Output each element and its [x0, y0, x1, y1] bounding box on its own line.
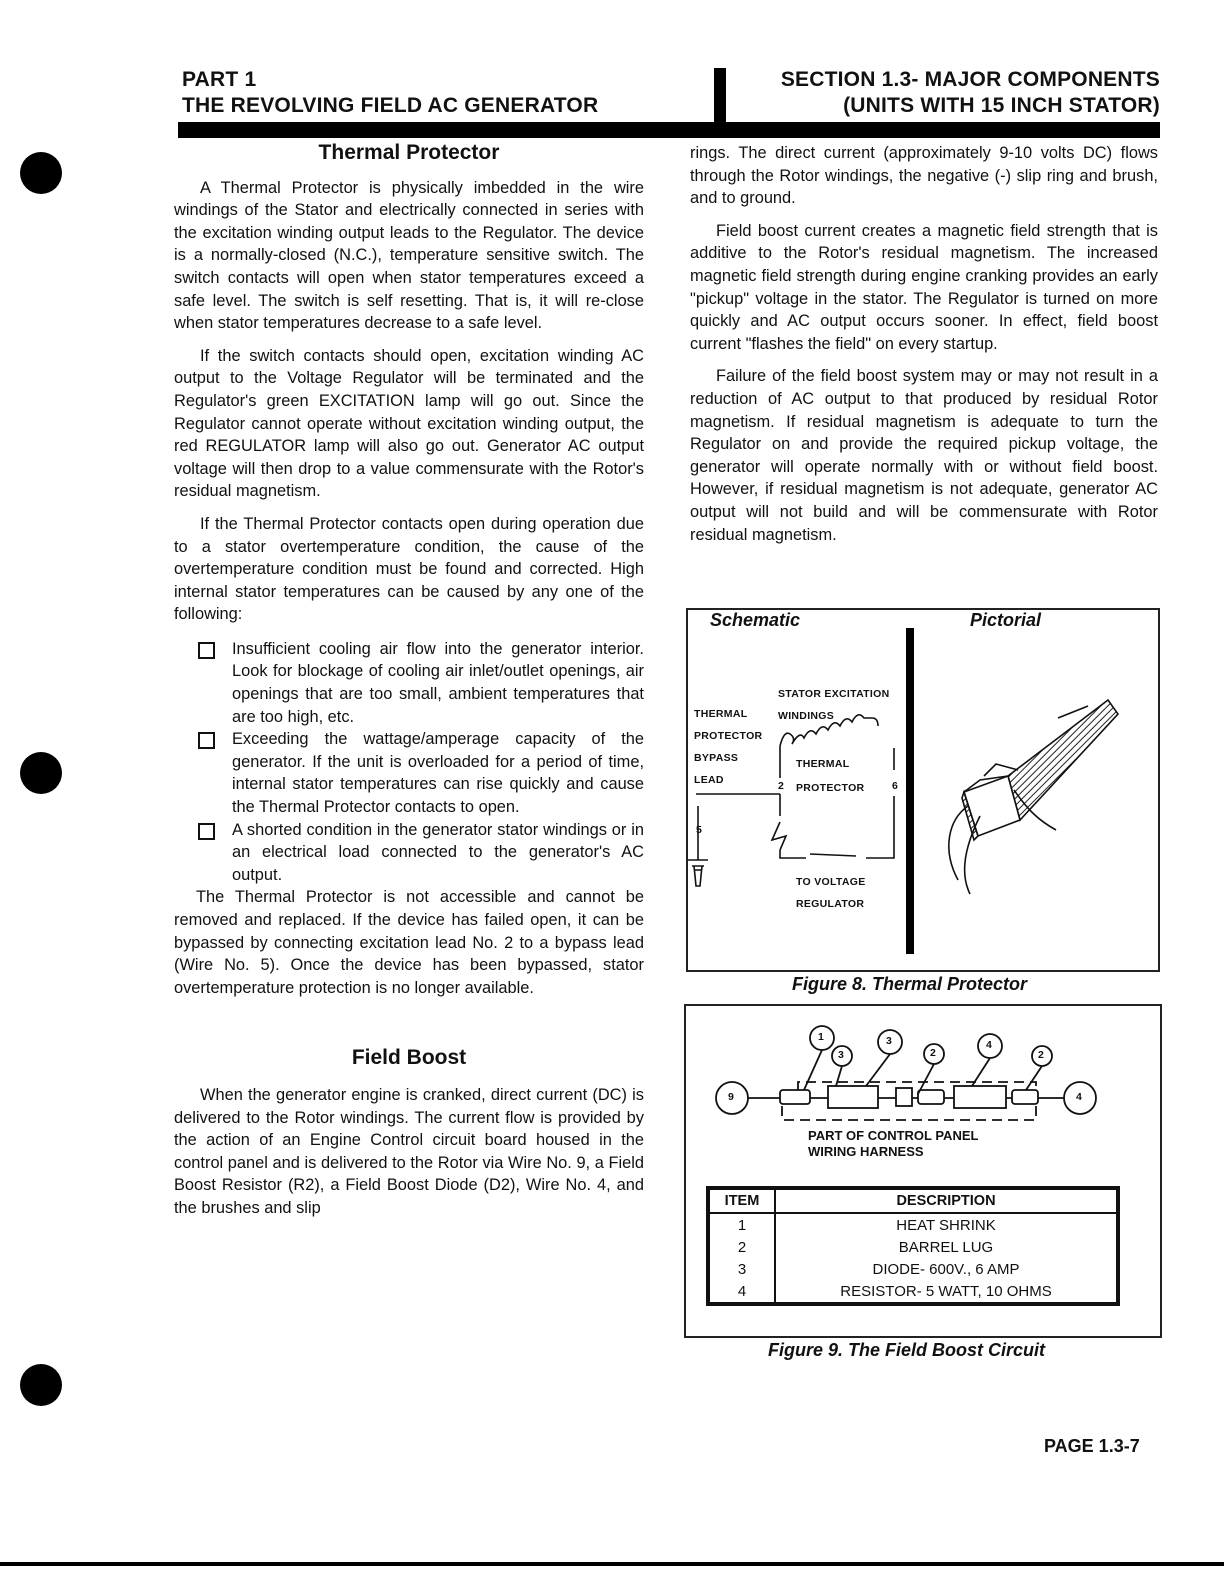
punch-hole	[20, 752, 62, 794]
fieldboost-paragraph: Failure of the field boost system may or may not result in a reduction of AC output to that produced by residual Rotor magnetism. If residual magnetism is adequate to turn the Regulator on and provide the required pickup voltage, the generator will operate normally with or without field boost. However, if residual magnetism is not adequate, generator AC output will not build and will be commensurate with Rotor residual magnetism.	[690, 367, 1158, 544]
lead-label: LEAD	[694, 774, 724, 786]
fieldboost-heading: Field Boost	[351, 1046, 467, 1070]
schematic-label: Schematic	[710, 610, 801, 630]
figure-9-caption: Figure 9. The Field Boost Circuit	[768, 1340, 1046, 1360]
checkbox-icon	[198, 823, 215, 840]
table-row	[708, 1258, 1118, 1280]
thermal-paragraph: A Thermal Protector is physically imbedded in the wire windings of the Stator and electrically connected in series with the excitation winding output leads to the Regulator. The device is a normally-closed (N.C.), temperature sensitive switch. The switch contacts will open when stator temperatures exceed a safe level. The switch is self resetting. That is, it will re-close when stator temperatures decrease to a safe level.	[174, 178, 644, 333]
bypass-label: BYPASS	[694, 752, 739, 764]
thermal-paragraph: If the Thermal Protector contacts open during operation due to a stator overtemperature condition, the cause of the overtemperature condition must be found and corrected. High internal stator temperatures can be caused by any one of the following:	[174, 514, 644, 624]
thermal-label-2: THERMAL	[796, 758, 850, 770]
pictorial-drawing	[928, 680, 1154, 910]
harness-label-2: WIRING HARNESS	[808, 1144, 924, 1159]
list-item: Exceeding the wattage/amperage capacity of the generator. If the unit is overloaded for a period of time, internal stator temperatures can rise quickly and cause the Thermal Protector contacts to open.	[174, 728, 644, 818]
checkbox-icon	[198, 732, 215, 749]
fieldboost-paragraph: When the generator engine is cranked, direct current (DC) is delivered to the Rotor windings. The current flow is provided by the action of an Engine Control circuit board housed in the control panel and is delivered to the Rotor via Wire No. 9, a Field Boost Resistor (R2), a Field Boost Diode (D2), Wire No. 4, and the brushes and slip	[174, 1085, 644, 1217]
wire-6-label: 6	[892, 780, 899, 792]
column-header-item: ITEM	[708, 1188, 775, 1213]
protector-label: PROTECTOR	[694, 730, 763, 742]
regulator-label: REGULATOR	[796, 898, 865, 910]
punch-hole	[20, 1364, 62, 1406]
callout-4: 4	[986, 1039, 993, 1051]
part-title: THE REVOLVING FIELD AC GENERATOR	[182, 94, 599, 117]
checkbox-icon	[198, 642, 215, 659]
left-column	[174, 142, 644, 1230]
item-cell: 4	[737, 1282, 747, 1300]
page-number: PAGE 1.3-7	[1044, 1436, 1140, 1456]
figure-8-thermal-protector	[686, 608, 1160, 972]
wire-5-label: 5	[696, 824, 703, 836]
bottom-rule	[0, 1562, 1224, 1566]
thermal-paragraph: The Thermal Protector is not accessible and cannot be removed and replaced. If the device has failed open, it can be bypassed by connecting excitation lead No. 2 to a bypass lead (Wire No. 5). Once the device has been bypassed, stator overtemperature protection is no longer available.	[174, 888, 644, 997]
column-header-description: DESCRIPTION	[775, 1188, 1118, 1213]
item-cell: 3	[737, 1260, 747, 1278]
thermal-heading: Thermal Protector	[318, 141, 500, 164]
harness-label-1: PART OF CONTROL PANEL	[808, 1128, 979, 1143]
section-marker	[714, 68, 726, 128]
thermal-label: THERMAL	[694, 708, 748, 720]
wire-4-label: 4	[1076, 1091, 1083, 1103]
cause-list	[174, 638, 644, 887]
callout-3a: 3	[838, 1049, 845, 1061]
list-item: A shorted condition in the generator stator windings or in an electrical load connected to the generator's AC output.	[174, 819, 644, 887]
list-item: Insufficient cooling air flow into the generator interior. Look for blockage of cooling air inlet/outlet openings, air openings that are too small, ambient temperatures that are too high, etc.	[174, 638, 644, 728]
table-row	[708, 1213, 1118, 1236]
description-cell: HEAT SHRINK	[775, 1213, 1118, 1236]
item-cell: 1	[737, 1216, 747, 1234]
wire-9-label: 9	[728, 1091, 735, 1103]
callout-2a: 2	[930, 1047, 937, 1059]
punch-hole	[20, 152, 62, 194]
table-row	[708, 1280, 1118, 1304]
to-voltage-label: TO VOLTAGE	[796, 876, 866, 888]
section-subtitle: (UNITS WITH 15 INCH STATOR)	[843, 94, 1160, 117]
fieldboost-paragraph: rings. The direct current (approximately 9-10 volts DC) flows through the Rotor windings, the negative (-) slip ring and brush, and to ground.	[690, 144, 1158, 208]
item-cell: 2	[737, 1238, 747, 1256]
callout-1: 1	[818, 1031, 825, 1043]
protector-label-2: PROTECTOR	[796, 782, 865, 794]
wire-2-label: 2	[778, 780, 785, 792]
fieldboost-paragraph: Field boost current creates a magnetic field strength that is additive to the Rotor's residual magnetism. The increased magnetic field strength during engine cranking provides an early "pickup" voltage in the stator. The Regulator is turned on more quickly and AC output occurs sooner. In effect, field boost current "flashes the field" on every startup.	[690, 221, 1158, 353]
pictorial-label: Pictorial	[970, 610, 1042, 630]
callout-3b: 3	[886, 1035, 893, 1047]
thermal-paragraph: If the switch contacts should open, excitation winding AC output to the Voltage Regulator will be terminated and the Regulator's green EXCITATION lamp will go out. Since the Regulator cannot operate without excitation winding output, the red REGULATOR lamp will also go out. Generator AC output voltage will then drop to a value commensurate with the Rotor's residual magnetism.	[174, 346, 644, 501]
figure-8-caption: Figure 8. Thermal Protector	[792, 974, 1028, 994]
part-label: PART 1	[182, 68, 257, 91]
description-cell: BARREL LUG	[775, 1236, 1118, 1258]
description-cell: DIODE- 600V., 6 AMP	[775, 1258, 1118, 1280]
windings-label: WINDINGS	[778, 710, 835, 722]
section-title: SECTION 1.3- MAJOR COMPONENTS	[780, 68, 1160, 91]
stator-excitation-label: STATOR EXCITATION	[778, 688, 890, 700]
description-cell: RESISTOR- 5 WATT, 10 OHMS	[775, 1280, 1118, 1304]
header-rule	[178, 122, 1160, 138]
table-row	[708, 1236, 1118, 1258]
callout-2b: 2	[1038, 1049, 1045, 1061]
right-column	[690, 142, 1158, 556]
table-header-row	[708, 1188, 1118, 1213]
parts-table	[706, 1186, 1120, 1306]
